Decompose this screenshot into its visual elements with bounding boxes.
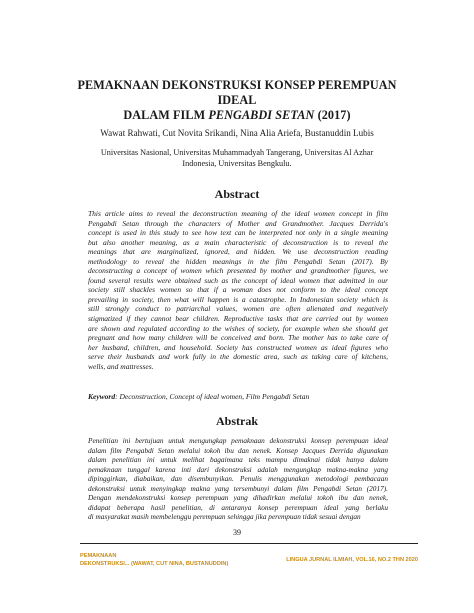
abstrak-line: Dengan mendekonstruksi konsep perempuan yang dihadirkan melalui tokoh ibu dan nenek, [88, 493, 388, 503]
footer-left-line-1: PEMAKNAAN [80, 553, 117, 559]
keywords [88, 392, 388, 402]
abstrak-line: dalam penelitian ini untuk melihat bagaimana teks mampu dimaknai tidak hanya dalam [88, 455, 388, 465]
abstrak-line: di masyarakat masih membelenggu perempuan sehingga jika perempuan tidak sesuai dengan [88, 512, 361, 522]
abstract-line: her husband, children, and household. Society has constructed women as ideal figures who [88, 342, 388, 352]
abstract-line: society still shackles women so that if a woman does not conform to the ideal concept [88, 285, 388, 295]
abstrak-line: pemaknaan tunggal karena inti dari dekonstruksi adalah mengungkap makna-makna yang [88, 464, 388, 474]
abstract-line: found several results were obtained such as the concept of ideal women that admitted in our [88, 275, 388, 285]
abstract-line: Pengabdi Setan through the characters of Mother and Grandmother. Jacques Derrida's [88, 218, 388, 228]
affiliation-line-1: Universitas Nasional, Universitas Muhammadyah Tangerang, Universitas Al Azhar [100, 148, 374, 157]
abstract-text [88, 209, 388, 371]
abstract-line: wells, and mattresses. [88, 361, 154, 371]
paper-title [60, 78, 414, 123]
abstrak-line: dalam film Pengabdi Setan melalui tokoh ibu dan nenek. Konsep Jacques Derrida digunakan [88, 445, 388, 455]
abstract-line: prevailing in society, then what will happen is a catastrophe. In Indonesian society which is [88, 294, 388, 304]
abstract-line: stigmatized if they cannot bear children. Reproductive tasks that are carried out by women [88, 314, 388, 324]
title-line-1: PEMAKNAAN DEKONSTRUKSI KONSEP PEREMPUAN IDEAL [77, 78, 397, 107]
abstract-line: serve their husbands and work fully in the domestic area, such as taking care of kitchens, [88, 352, 388, 362]
title-line-2-prefix: DALAM FILM [123, 108, 209, 122]
footer-divider [80, 543, 418, 544]
abstrak-line: dekonstruksi untuk menyingkap makna yang tersembunyi dalam film Pengabdi Setan (2017). [88, 483, 388, 493]
abstract-line: meanings that are marginalized, ignored, and hidden. We use deconstruction reading [88, 247, 388, 257]
abstract-line: methodology to reveal the hidden meanings in the film Pengabdi Setan (2017). By [88, 256, 388, 266]
author-list: Wawat Rahwati, Cut Novita Srikandi, Nina Alia Ariefa, Bustanuddin Lubis [100, 128, 374, 138]
abstract-heading: Abstract [214, 187, 260, 201]
abstrak-line: didapat beberapa hasil penelitian, di antaranya konsep perempuan ideal yang berlaku [88, 502, 388, 512]
footer-journal-info: LINGUA JURNAL ILMIAH, VOL.16, NO.2 THN 2020 [286, 557, 418, 563]
abstract-line: still strongly conduct to patriarchal values, women are often alienated and negatively [88, 304, 388, 314]
keyword-values: : Deconstruction, Concept of ideal women, Film Pengabdi Setan [115, 392, 310, 401]
abstract-line: deconstructing a concept of women which presented by mother and grandmother figures, we [88, 266, 388, 276]
keyword-label: Keyword [88, 392, 116, 401]
affiliation-line-2: Indonesia, Universitas Bengkulu. [182, 158, 292, 168]
affiliations [90, 148, 384, 169]
footer-left-line-2: DEKONSTRUKSI... (WAWAT, CUT NINA, BUSTANUDDIN) [80, 560, 229, 567]
title-line-2-suffix: (2017) [314, 108, 351, 122]
abstract-line: pregnant and how many children will be conceived and born. The mother has to take care of [88, 333, 388, 343]
page-number: 39 [233, 528, 241, 537]
abstrak-heading: Abstrak [215, 414, 258, 428]
abstrak-line: dipinggirkan, diabaikan, dan disembunyikan. Penulis menggunakan metodologi pembacaan [88, 474, 388, 484]
title-film-name: PENGABDI SETAN [208, 108, 315, 122]
abstract-line: This article aims to reveal the deconstruction meaning of the ideal women concept in film [88, 209, 388, 218]
title-line-2 [60, 108, 414, 123]
abstrak-text [88, 436, 388, 528]
footer-running-title [80, 553, 228, 568]
abstract-line: are shown and regulated according to the wishes of society, for example when she should get [88, 323, 388, 333]
abstrak-line: Penelitian ini bertujuan untuk mengungkap pemaknaan dekonstruksi konsep perempuan ideal [88, 436, 388, 445]
abstract-line: but also another meaning, as a main characteristic of deconstruction is to reveal the [88, 237, 388, 247]
abstract-line: concept is used in this study to see how text can be interpreted not only in a single meaning [88, 228, 388, 238]
